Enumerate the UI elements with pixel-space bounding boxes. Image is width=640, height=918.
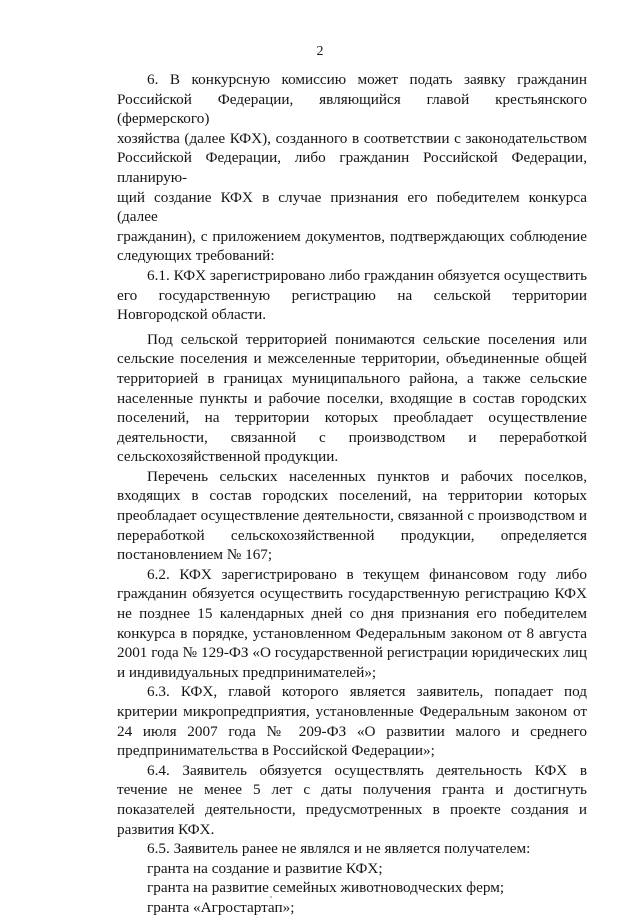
- scan-dot: [270, 896, 272, 898]
- paragraph-6-1: 6.1. КФХ зарегистрировано либо гражданин обязуется осуществить его государственную регистрацию на сельской территории Новгородской области.: [117, 266, 587, 324]
- paragraph-6-3: 6.3. КФХ, главой которого является заявитель, попадает под критерии микропредприятия, установленные Федеральным законом от 24 июля 2007 года № 209-ФЗ «О развитии малого и среднего предпринимательства в Российской Федерации»;: [117, 683, 587, 760]
- paragraph-6-line-1: 6. В конкурсную комиссию может подать заявку гражданин: [147, 71, 587, 88]
- page-number: 2: [316, 44, 324, 59]
- grant-item-2: гранта на развитие семейных животноводческих ферм;: [147, 879, 505, 897]
- paragraph-6-line-2: Российской Федерации, являющийся главой крестьянского (фермерского): [117, 90, 587, 128]
- paragraph-6-4: 6.4. Заявитель обязуется осуществлять деятельность КФХ в течение не менее 5 лет с даты получения гранта и достигнуть показателей деятельности, предусмотренных в проекте создания и развития КФХ.: [117, 761, 587, 838]
- paragraph-settlements-list: Перечень сельских населенных пунктов и рабочих поселков, входящих в состав городских поселений, на территории которых преобладает осуществление деятельности, связанной с производством и переработкой сельскохозяйственной продукции, определяется постановлением № 167;: [117, 467, 587, 564]
- paragraph-6-line-6: гражданин), с приложением документов, подтверждающих соблюдение: [117, 227, 587, 245]
- grant-item-1: гранта на создание и развитие КФХ;: [147, 859, 383, 877]
- paragraph-6: [117, 70, 587, 266]
- paragraph-rural-territory: Под сельской территорией понимаются сельские поселения или сельские поселения и межселенные территории, объединенные общей территорией в границах муниципального района, а также сельские населенные пункты и рабочие поселки, входящие в состав городских поселений, на территории которых преобладает осуществление деятельности, связанной с производством и переработкой сельскохозяйственной продукции.: [117, 330, 587, 466]
- paragraph-6-line-3: хозяйства (далее КФХ), созданного в соответствии с законодательством: [117, 129, 587, 147]
- grant-item-3: гранта «Агростартап»;: [147, 898, 295, 916]
- paragraph-6-2: 6.2. КФХ зарегистрировано в текущем финансовом году либо гражданин обязуется осуществить государственную регистрацию КФХ не позднее 15 календарных дней со дня признания его победителем конкурса в порядке, установленном Федеральным законом от 8 августа 2001 года № 129-ФЗ «О государственной регистрации юридических лиц и индивидуальных предпринимателей»;: [117, 565, 587, 681]
- paragraph-6-line-5: щий создание КФХ в случае признания его победителем конкурса (далее: [117, 188, 587, 226]
- document-body: [117, 70, 587, 918]
- paragraph-6-5: 6.5. Заявитель ранее не являлся и не является получателем:: [147, 840, 531, 858]
- paragraph-6-line-7: следующих требований:: [117, 247, 275, 265]
- paragraph-6-line-4: Российской Федерации, либо гражданин Российской Федерации, планирую-: [117, 149, 587, 186]
